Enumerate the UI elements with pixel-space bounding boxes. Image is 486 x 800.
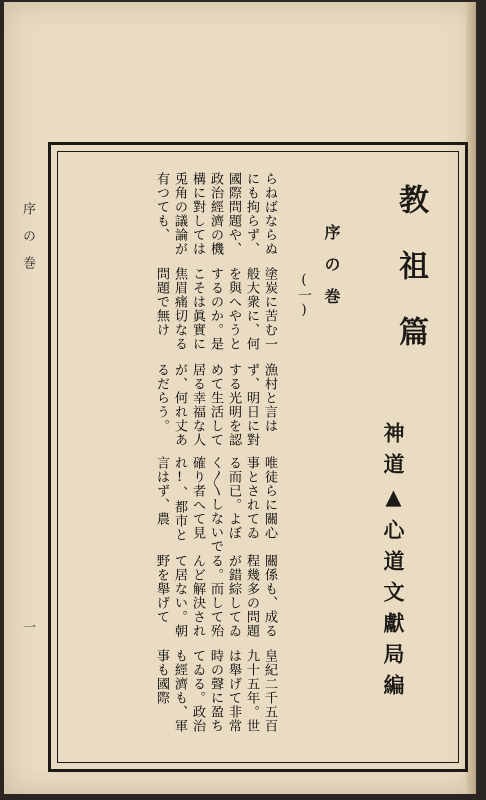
section-number: (一) xyxy=(296,272,312,318)
body-text xyxy=(78,172,278,742)
body-line: 塗炭に苦む一般大衆に、何を與へやうとするのか。是こそは眞實に焦眉痛切なる問題で無け xyxy=(154,267,277,352)
body-line: 皇紀二千五百九十五年。世は舉げて非常時の聲に盈ちてゐる。政治も經濟も、軍事も國際 xyxy=(154,648,277,733)
body-line: 漁村と言はず、明日に對する光明を認めて生活して居る幸福な人が、何れ丈あるだらう。 xyxy=(154,362,277,447)
text-frame-inner xyxy=(57,151,459,763)
text-frame xyxy=(48,142,468,772)
body-line: らねばならぬにも拘らず、國際問題や、政治經濟の機構に對しては兎角の議論が有つても、 xyxy=(154,172,277,256)
body-line: 關係も、成る程幾多の問題が錯綜してゐる。而して殆んど解決されて居ない。朝野を舉げて xyxy=(154,553,277,638)
author-line: 神道▲心道文獻局編 xyxy=(381,422,406,705)
page-number: 一 xyxy=(20,620,35,633)
body-line: 唯徒らに關心事とされてゐる而已。よぼく〳〵しないで確り者へて見れ!、都市と言はず、農 xyxy=(154,455,277,553)
book-page xyxy=(4,2,476,794)
book-title: 教祖篇 xyxy=(393,184,428,382)
section-title: 序の巻 xyxy=(322,224,341,320)
running-title: 序の巻 xyxy=(20,202,35,283)
